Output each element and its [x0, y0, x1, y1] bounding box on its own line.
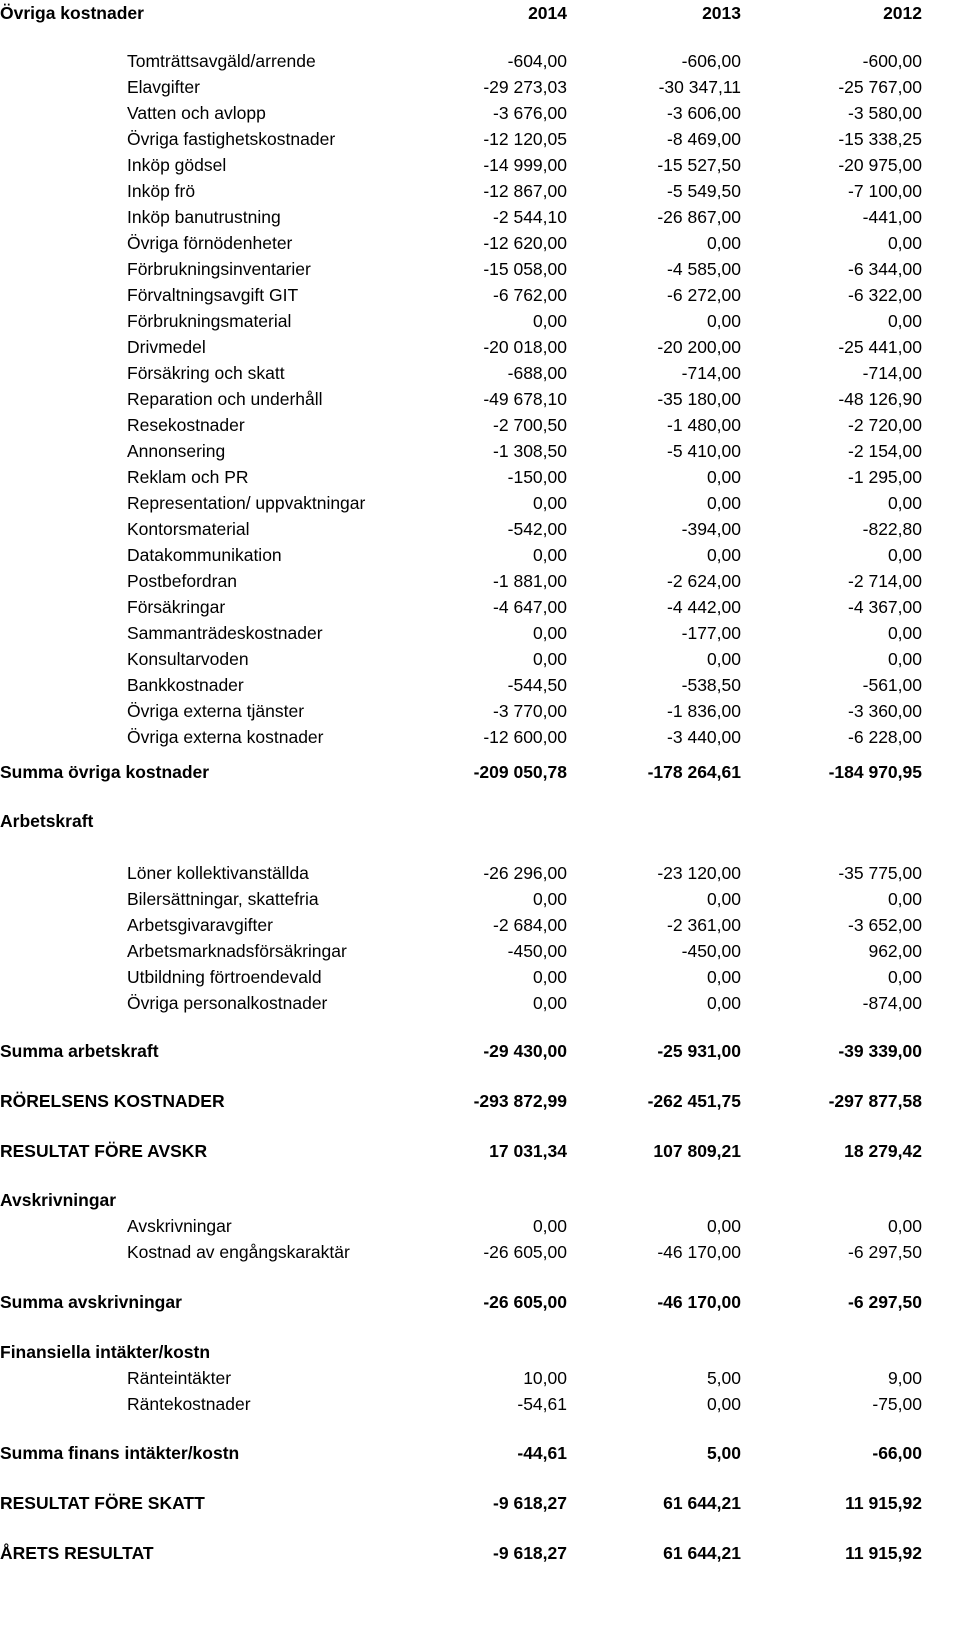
result-row-value-1: -9 618,27 [493, 1493, 567, 1513]
table-row-label: Arbetsgivaravgifter [127, 915, 273, 935]
table-row-value-3: -4 367,00 [848, 597, 922, 617]
table-row-value-2: -450,00 [681, 941, 741, 961]
table-row-value-1: -1 881,00 [493, 571, 567, 591]
total-row-value-1: -293 872,99 [473, 1091, 567, 1111]
table-row-value-1: -2 700,50 [493, 415, 567, 435]
table-row [0, 100, 960, 126]
summary-row [0, 759, 960, 785]
table-row-label: Vatten och avlopp [127, 103, 266, 123]
table-row-value-2: 0,00 [706, 233, 741, 253]
table-row [0, 620, 960, 646]
table-row-value-1: 0,00 [532, 1216, 567, 1236]
summary-row-value-1: -44,61 [517, 1443, 567, 1463]
table-row [0, 48, 960, 74]
table-row-label: Kontorsmaterial [127, 519, 250, 539]
table-row-value-1: 0,00 [532, 311, 567, 331]
table-row-value-1: -12 120,05 [483, 129, 567, 149]
table-row-label: Inköp gödsel [127, 155, 227, 175]
table-row-value-3: -822,80 [862, 519, 922, 539]
year-2014-header: 2014 [528, 3, 567, 23]
table-row [0, 542, 960, 568]
table-row-value-3: -35 775,00 [838, 863, 922, 883]
table-row [0, 724, 960, 750]
table-row-label: Övriga förnödenheter [127, 233, 293, 253]
table-row-value-3: -15 338,25 [838, 129, 922, 149]
table-row-label: Kostnad av engångskaraktär [127, 1242, 350, 1262]
summary-row [0, 1038, 960, 1064]
table-row-label: Elavgifter [127, 77, 200, 97]
table-row-value-2: -4 442,00 [667, 597, 741, 617]
table-row-value-3: -600,00 [862, 51, 922, 71]
table-row-value-2: -177,00 [681, 623, 741, 643]
table-row-value-1: 0,00 [532, 623, 567, 643]
section-title-label: Arbetskraft [0, 811, 94, 831]
table-row [0, 464, 960, 490]
table-row-value-2: 0,00 [706, 467, 741, 487]
table-row-value-3: 0,00 [887, 311, 922, 331]
table-row-value-3: -561,00 [862, 675, 922, 695]
page-title: Övriga kostnader [0, 3, 144, 23]
table-row-label: Ränteintäkter [127, 1368, 232, 1388]
table-row [0, 230, 960, 256]
table-row-value-1: 0,00 [532, 545, 567, 565]
table-row-value-3: -6 344,00 [848, 259, 922, 279]
table-row-value-1: -1 308,50 [493, 441, 567, 461]
result-row-label: ÅRETS RESULTAT [0, 1543, 154, 1563]
table-row-value-2: 5,00 [706, 1368, 741, 1388]
table-row [0, 990, 960, 1016]
result-row-value-2: 61 644,21 [663, 1543, 741, 1563]
table-row-value-3: -2 154,00 [848, 441, 922, 461]
table-row-value-1: -542,00 [507, 519, 567, 539]
summary-row-label: Summa arbetskraft [0, 1041, 159, 1061]
table-row [0, 646, 960, 672]
table-row-label: Bilersättningar, skattefria [127, 889, 319, 909]
table-row-value-3: -25 441,00 [838, 337, 922, 357]
table-row-value-3: -7 100,00 [848, 181, 922, 201]
table-row [0, 886, 960, 912]
table-row-value-2: 0,00 [706, 493, 741, 513]
year-2012-header: 2012 [883, 3, 922, 23]
table-row [0, 308, 960, 334]
table-row-value-3: -3 360,00 [848, 701, 922, 721]
table-row-value-2: -2 624,00 [667, 571, 741, 591]
summary-row-value-1: -209 050,78 [473, 762, 567, 782]
table-row-value-3: 0,00 [887, 889, 922, 909]
result-row-value-1: -9 618,27 [493, 1543, 567, 1563]
total-row [0, 1088, 960, 1114]
table-row [0, 516, 960, 542]
table-row [0, 860, 960, 886]
table-row-value-2: -35 180,00 [657, 389, 741, 409]
year-2013-header: 2013 [702, 3, 741, 23]
table-row-value-3: 0,00 [887, 545, 922, 565]
table-row-value-3: -6 228,00 [848, 727, 922, 747]
summary-row-value-3: -39 339,00 [838, 1041, 922, 1061]
table-row-value-2: 0,00 [706, 889, 741, 909]
table-row-value-2: -1 836,00 [667, 701, 741, 721]
table-row-value-1: 0,00 [532, 649, 567, 669]
table-row-label: Försäkring och skatt [127, 363, 285, 383]
table-row [0, 412, 960, 438]
table-row-label: Förvaltningsavgift GIT [127, 285, 299, 305]
table-row-value-1: 10,00 [523, 1368, 567, 1388]
table-row-label: Datakommunikation [127, 545, 282, 565]
table-row-value-2: 0,00 [706, 311, 741, 331]
table-row-value-2: 0,00 [706, 649, 741, 669]
table-row-label: Arbetsmarknadsförsäkringar [127, 941, 347, 961]
table-row-label: Sammanträdeskostnader [127, 623, 323, 643]
summary-row [0, 1440, 960, 1466]
result-row-label: RESULTAT FÖRE SKATT [0, 1493, 205, 1513]
table-row [0, 360, 960, 386]
table-row-value-1: -4 647,00 [493, 597, 567, 617]
table-row-value-2: -46 170,00 [657, 1242, 741, 1262]
table-row-label: Konsultarvoden [127, 649, 249, 669]
summary-row-value-3: -66,00 [872, 1443, 922, 1463]
table-row [0, 490, 960, 516]
table-row-value-1: -14 999,00 [483, 155, 567, 175]
table-row-value-1: -54,61 [517, 1394, 567, 1414]
table-row-value-2: -606,00 [681, 51, 741, 71]
table-row-value-1: -26 605,00 [483, 1242, 567, 1262]
table-row-value-1: -688,00 [507, 363, 567, 383]
table-row-value-2: -30 347,11 [658, 77, 741, 97]
table-row [0, 594, 960, 620]
table-row-value-1: -15 058,00 [483, 259, 567, 279]
table-row-value-3: -48 126,90 [838, 389, 922, 409]
table-row-value-3: -6 297,50 [848, 1242, 922, 1262]
table-row-value-3: -2 720,00 [848, 415, 922, 435]
table-row [0, 334, 960, 360]
table-row-value-2: -714,00 [681, 363, 741, 383]
table-row-value-2: -394,00 [681, 519, 741, 539]
result-row [0, 1540, 960, 1566]
table-row-value-2: -8 469,00 [667, 129, 741, 149]
table-row-label: Representation/ uppvaktningar [127, 493, 366, 513]
table-row-value-2: -3 440,00 [667, 727, 741, 747]
table-row [0, 256, 960, 282]
summary-row-label: Summa finans intäkter/kostn [0, 1443, 240, 1463]
table-row [0, 126, 960, 152]
table-row-value-3: -714,00 [862, 363, 922, 383]
table-row-value-1: -2 684,00 [493, 915, 567, 935]
table-row [0, 672, 960, 698]
table-row-value-1: -150,00 [507, 467, 567, 487]
table-row-value-1: -20 018,00 [483, 337, 567, 357]
table-row-value-3: -20 975,00 [838, 155, 922, 175]
table-row-value-1: -450,00 [507, 941, 567, 961]
total-row-value-2: -262 451,75 [647, 1091, 741, 1111]
table-row-label: Övriga externa kostnader [127, 727, 324, 747]
table-row [0, 938, 960, 964]
table-row [0, 1391, 960, 1417]
table-row-label: Inköp banutrustning [127, 207, 281, 227]
table-row-value-1: 0,00 [532, 889, 567, 909]
table-row-label: Räntekostnader [127, 1394, 251, 1414]
summary-row-value-3: -184 970,95 [828, 762, 922, 782]
total-row-value-3: -297 877,58 [828, 1091, 922, 1111]
table-row-value-2: -5 549,50 [667, 181, 741, 201]
section-title [0, 1339, 960, 1365]
table-row-value-2: -2 361,00 [667, 915, 741, 935]
table-row-label: Övriga externa tjänster [127, 701, 305, 721]
table-row-value-2: -26 867,00 [657, 207, 741, 227]
table-row-value-1: -49 678,10 [483, 389, 567, 409]
table-row-value-3: 0,00 [887, 967, 922, 987]
table-row [0, 912, 960, 938]
table-row-value-1: -29 273,03 [483, 77, 567, 97]
table-row-value-3: -874,00 [862, 993, 922, 1013]
table-row [0, 386, 960, 412]
table-row-value-3: 0,00 [887, 493, 922, 513]
table-row-value-2: -3 606,00 [667, 103, 741, 123]
table-row-label: Reklam och PR [127, 467, 249, 487]
table-row [0, 964, 960, 990]
table-row-value-1: -3 676,00 [493, 103, 567, 123]
table-row-value-1: -3 770,00 [493, 701, 567, 721]
summary-row-label: Summa övriga kostnader [0, 762, 210, 782]
table-row-label: Tomträttsavgäld/arrende [127, 51, 316, 71]
table-row-value-2: 0,00 [706, 1216, 741, 1236]
table-row-value-1: -12 600,00 [483, 727, 567, 747]
summary-row-value-3: -6 297,50 [848, 1292, 922, 1312]
table-row-value-3: -6 322,00 [848, 285, 922, 305]
table-row-value-1: -2 544,10 [493, 207, 567, 227]
table-row-label: Drivmedel [127, 337, 206, 357]
result-row [0, 1490, 960, 1516]
summary-row-value-2: -178 264,61 [647, 762, 741, 782]
summary-row-value-2: 5,00 [706, 1443, 741, 1463]
table-row-value-2: -15 527,50 [657, 155, 741, 175]
table-row-value-3: 0,00 [887, 1216, 922, 1236]
table-row-value-2: -5 410,00 [667, 441, 741, 461]
total-row-label: RESULTAT FÖRE AVSKR [0, 1141, 208, 1161]
table-row-value-1: -12 620,00 [483, 233, 567, 253]
summary-row-value-1: -29 430,00 [483, 1041, 567, 1061]
table-row-value-2: 0,00 [706, 1394, 741, 1414]
table-row-value-1: 0,00 [532, 493, 567, 513]
table-row [0, 178, 960, 204]
summary-row-label: Summa avskrivningar [0, 1292, 182, 1312]
table-row-value-2: -1 480,00 [667, 415, 741, 435]
section-title [0, 808, 960, 834]
section-title [0, 1187, 960, 1213]
table-row-label: Annonsering [127, 441, 226, 461]
table-row [0, 1239, 960, 1265]
table-row-value-1: -6 762,00 [493, 285, 567, 305]
table-row-label: Utbildning förtroendevald [127, 967, 322, 987]
summary-row-value-2: -25 931,00 [657, 1041, 741, 1061]
table-row-value-3: -25 767,00 [838, 77, 922, 97]
table-row-value-3: 0,00 [887, 649, 922, 669]
total-row-value-3: 18 279,42 [844, 1141, 922, 1161]
section-title-label: Avskrivningar [0, 1190, 117, 1210]
table-row-label: Förbrukningsinventarier [127, 259, 311, 279]
table-row-label: Löner kollektivanställda [127, 863, 309, 883]
table-row-label: Förbrukningsmaterial [127, 311, 292, 331]
summary-row-value-2: -46 170,00 [657, 1292, 741, 1312]
table-row-value-2: 0,00 [706, 993, 741, 1013]
table-row-label: Avskrivningar [127, 1216, 232, 1236]
table-row-value-3: 9,00 [887, 1368, 922, 1388]
table-row [0, 438, 960, 464]
table-row [0, 1213, 960, 1239]
table-row [0, 698, 960, 724]
table-row-label: Postbefordran [127, 571, 237, 591]
table-row [0, 74, 960, 100]
table-row-value-2: -6 272,00 [667, 285, 741, 305]
table-row-value-3: -2 714,00 [848, 571, 922, 591]
table-row [0, 1365, 960, 1391]
table-row [0, 152, 960, 178]
table-row-value-1: 0,00 [532, 967, 567, 987]
table-row-value-3: -3 652,00 [848, 915, 922, 935]
table-row-value-3: -1 295,00 [848, 467, 922, 487]
table-row [0, 568, 960, 594]
table-row-value-1: -544,50 [507, 675, 567, 695]
table-row-value-2: 0,00 [706, 545, 741, 565]
total-row-label: RÖRELSENS KOSTNADER [0, 1091, 225, 1111]
table-row-value-3: 0,00 [887, 623, 922, 643]
table-row-value-2: -23 120,00 [657, 863, 741, 883]
table-row-value-3: 0,00 [887, 233, 922, 253]
total-row-value-2: 107 809,21 [653, 1141, 741, 1161]
table-row-label: Övriga personalkostnader [127, 993, 328, 1013]
total-row-value-1: 17 031,34 [489, 1141, 567, 1161]
table-row-value-1: -26 296,00 [483, 863, 567, 883]
table-header [0, 0, 960, 26]
table-row-value-1: -12 867,00 [483, 181, 567, 201]
table-row-value-3: 962,00 [868, 941, 922, 961]
table-row-value-1: -604,00 [507, 51, 567, 71]
summary-row-value-1: -26 605,00 [483, 1292, 567, 1312]
table-row-value-2: 0,00 [706, 967, 741, 987]
table-row-label: Försäkringar [127, 597, 226, 617]
table-row-label: Inköp frö [127, 181, 196, 201]
table-row-value-2: -538,50 [681, 675, 741, 695]
section-title-label: Finansiella intäkter/kostn [0, 1342, 211, 1362]
table-row-value-3: -75,00 [872, 1394, 922, 1414]
table-row-value-1: 0,00 [532, 993, 567, 1013]
summary-row [0, 1289, 960, 1315]
table-row-value-2: -20 200,00 [657, 337, 741, 357]
result-row-value-2: 61 644,21 [663, 1493, 741, 1513]
table-row [0, 204, 960, 230]
table-row-label: Resekostnader [127, 415, 245, 435]
table-row-label: Reparation och underhåll [127, 389, 323, 409]
result-row-value-3: 11 915,92 [845, 1543, 922, 1563]
table-row-value-2: -4 585,00 [667, 259, 741, 279]
total-row [0, 1138, 960, 1164]
table-row-value-3: -441,00 [862, 207, 922, 227]
table-row-label: Bankkostnader [127, 675, 244, 695]
table-row [0, 282, 960, 308]
table-row-value-3: -3 580,00 [848, 103, 922, 123]
table-row-label: Övriga fastighetskostnader [127, 129, 336, 149]
result-row-value-3: 11 915,92 [845, 1493, 922, 1513]
